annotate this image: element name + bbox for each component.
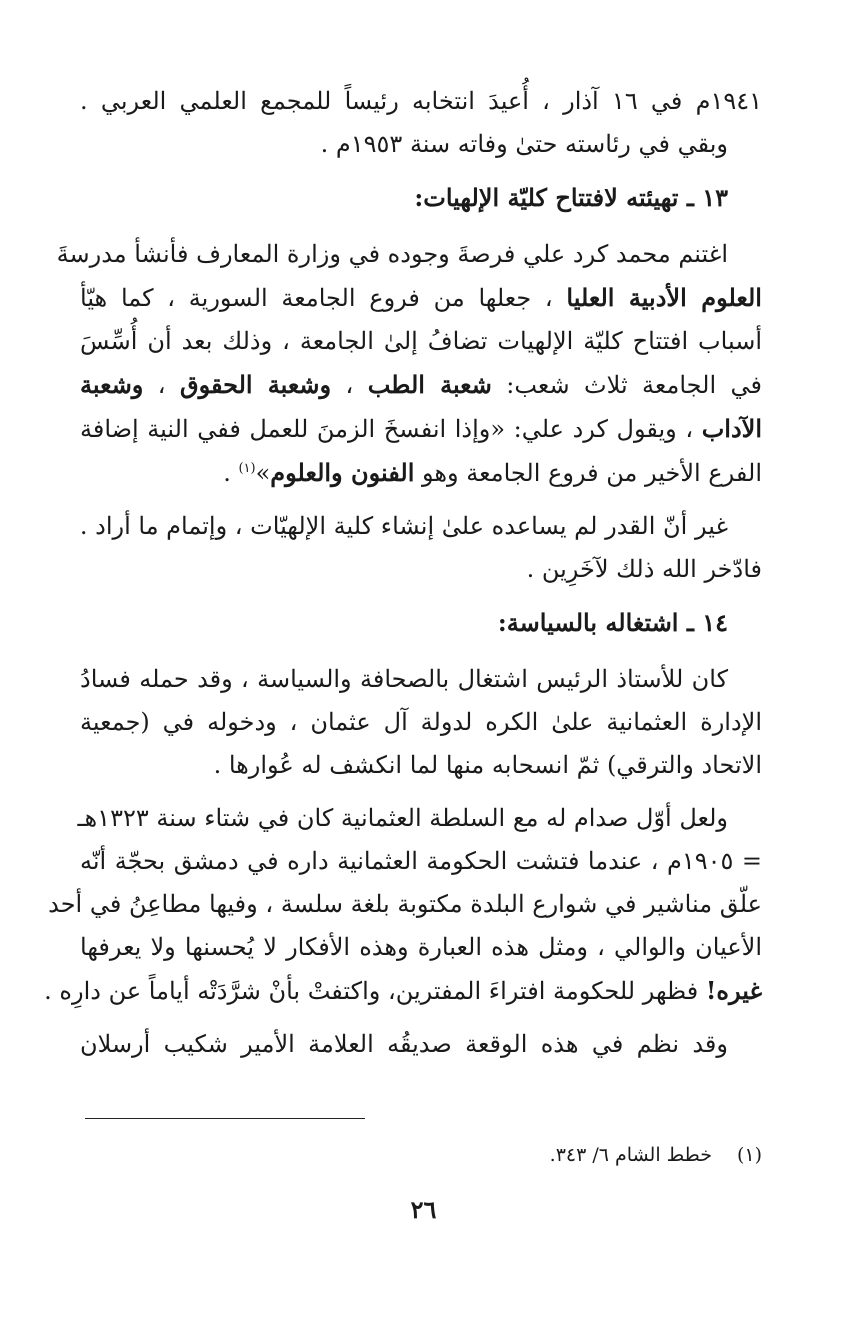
paragraph-4 (80, 658, 762, 787)
text-line (44, 969, 762, 1013)
text-run: ، جعلها من فروع الجامعة السورية ، كما هيّأ (80, 284, 567, 312)
footnote-marker: (١) (736, 1144, 762, 1166)
text-line: علّق مناشير في شوارع البلدة مكتوبة بلغة سلسة ، وفيها مطاعِنُ في أحد (48, 890, 762, 918)
text-line: فادّخر الله ذلك لآخَرِين . (526, 555, 762, 583)
paragraph-5 (44, 797, 763, 1013)
text-run: فظهر للحكومة افتراءَ المفترين، واكتفتْ بأنْ شرَّدَتْه أياماً عن دارِه . (44, 977, 706, 1005)
bold-phrase: شعبة الطب (367, 370, 492, 399)
text-line (80, 363, 762, 407)
text-line: الإدارة العثمانية علىٰ الكره لدولة آل عثمان ، ودخوله في (جمعية (80, 708, 762, 736)
footnote (550, 1140, 762, 1170)
text-run: ، (143, 371, 180, 399)
footnote-text: خطط الشام ٦/ ٣٤٣. (549, 1144, 712, 1166)
text-line: ولعل أوّل صدام له مع السلطة العثمانية كان في شتاء سنة ١٣٢٣هـ (77, 804, 728, 832)
text-run: ، (331, 371, 368, 399)
paragraph-3 (80, 505, 762, 591)
text-line: وبقي في رئاسته حتىٰ وفاته سنة ١٩٥٣م . (320, 130, 728, 158)
text-run: في الجامعة ثلاث شعب: (491, 371, 763, 399)
text-line: وقد نظم في هذه الوقعة صديقُه العلامة الأمير شكيب أرسلان (80, 1030, 728, 1058)
text-line: أسباب افتتاح كليّة الإلهيات تضافُ إلىٰ الجامعة ، وذلك بعد أن أُسِّسَ (80, 327, 762, 355)
text-line: الأعيان والوالي ، ومثل هذه العبارة وهذه الأفكار لا يُحسنها ولا يعرفها (80, 933, 762, 961)
text-run: . (223, 459, 239, 487)
text-line: كان للأستاذ الرئيس اشتغال بالصحافة والسياسة ، وقد حمله فسادُ (80, 665, 728, 693)
footnote-ref[interactable]: (١) (238, 461, 256, 476)
footnote-divider (85, 1118, 365, 1119)
paragraph-6 (80, 1023, 762, 1066)
text-run: ، ويقول كرد علي: «وإذا انفسخَ الزمنَ للعمل ففي النية إضافة (80, 415, 702, 443)
text-line: ١٩٤١م في ١٦ آذار ، أُعيدَ انتخابه رئيساً للمجمع العلمي العربي . (80, 87, 762, 115)
text-run: الفرع الأخير من فروع الجامعة وهو (414, 459, 762, 487)
paragraph-1 (80, 80, 762, 166)
text-line (80, 276, 762, 320)
section-heading-13: ١٣ ـ تهيئته لافتتاح كليّة الإلهيات: (414, 183, 728, 212)
text-line: اغتنم محمد كرد علي فرصةَ وجوده في وزارة المعارف فأنشأ مدرسةَ (56, 240, 728, 268)
bold-phrase: الفنون والعلوم (270, 458, 415, 487)
bold-phrase: وشعبة (80, 370, 144, 399)
bold-phrase: وشعبة الحقوق (179, 370, 332, 399)
text-line: غير أنّ القدر لم يساعده علىٰ إنشاء كلية الإلهيّات ، وإتمام ما أراد . (79, 512, 728, 540)
text-line (80, 451, 762, 495)
bold-phrase: غيره! (705, 976, 762, 1005)
text-run: » (255, 459, 271, 487)
text-line: الاتحاد والترقي) ثمّ انسحابه منها لما انكشف له عُوارها . (213, 751, 762, 779)
page-number: ٢٦ (410, 1195, 437, 1224)
text-line (80, 407, 762, 451)
paragraph-2 (56, 233, 763, 495)
bold-phrase: العلوم الأدبية العليا (566, 283, 762, 312)
text-line: = ١٩٠٥م ، عندما فتشت الحكومة العثمانية داره في دمشق بحجّة أنّه (80, 847, 763, 875)
bold-phrase: الآداب (701, 414, 762, 443)
section-heading-14: ١٤ ـ اشتغاله بالسياسة: (497, 608, 728, 637)
